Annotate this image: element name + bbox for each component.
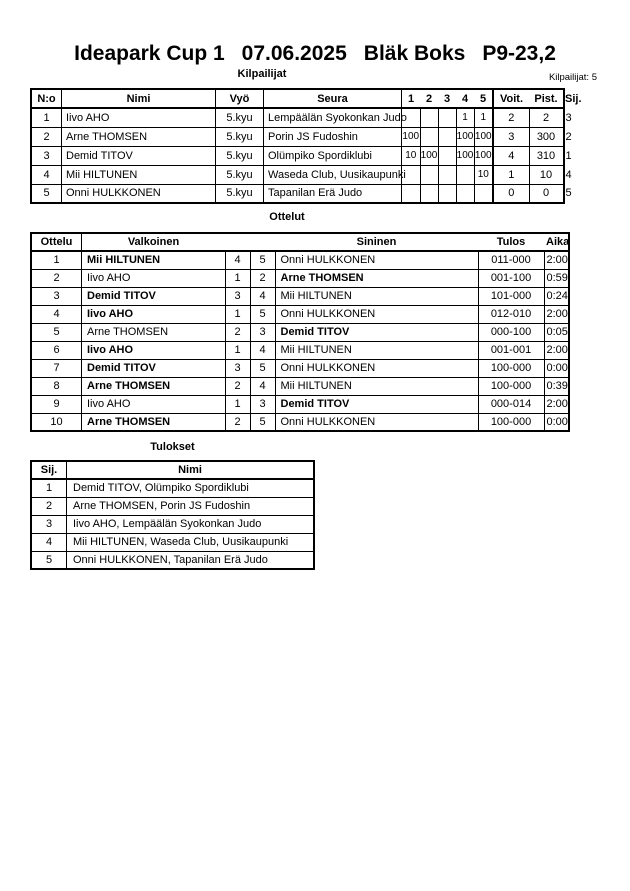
cell-white_no: 1 xyxy=(225,269,250,287)
cell-r2 xyxy=(420,165,438,184)
cell-blue: Onni HULKKONEN xyxy=(275,305,478,323)
cell-no: 9 xyxy=(31,395,82,413)
cell-name: Mii HILTUNEN, Waseda Club, Uusikaupunki xyxy=(67,533,315,551)
cell-result: 101-000 xyxy=(478,287,544,305)
column-header: Aika xyxy=(544,233,569,251)
cell-no: 4 xyxy=(31,165,62,184)
cell-no: 6 xyxy=(31,341,82,359)
cell-rank: 1 xyxy=(31,479,67,497)
cell-r4: 100 xyxy=(456,127,474,146)
column-header: Ottelu xyxy=(31,233,82,251)
cell-white_no: 3 xyxy=(225,287,250,305)
column-header xyxy=(250,233,275,251)
cell-no: 7 xyxy=(31,359,82,377)
cell-blue_no: 3 xyxy=(250,323,275,341)
column-header: 4 xyxy=(456,89,474,108)
cell-time: 2:00 xyxy=(544,251,569,269)
cell-blue_no: 3 xyxy=(250,395,275,413)
table-row xyxy=(31,395,569,413)
cell-result: 011-000 xyxy=(478,251,544,269)
cell-place: 1 xyxy=(563,146,564,165)
cell-r2 xyxy=(420,127,438,146)
cell-no: 5 xyxy=(31,184,62,203)
cell-wins: 2 xyxy=(493,108,529,127)
title-event-name: Ideapark Cup 1 xyxy=(74,42,225,65)
cell-blue: Demid TITOV xyxy=(275,323,478,341)
competitors-section-title: Kilpailijat xyxy=(237,68,287,80)
cell-time: 0:05 xyxy=(544,323,569,341)
cell-r5: 1 xyxy=(474,108,493,127)
cell-r3 xyxy=(438,146,456,165)
competitors-count: Kilpailijat: 5 xyxy=(548,72,597,83)
cell-time: 0:59 xyxy=(544,269,569,287)
cell-time: 2:00 xyxy=(544,305,569,323)
cell-white_no: 2 xyxy=(225,377,250,395)
title-venue: Bläk Boks xyxy=(363,42,466,65)
cell-r5 xyxy=(474,184,493,203)
cell-rank: 3 xyxy=(31,515,67,533)
cell-belt: 5.kyu xyxy=(216,108,264,127)
cell-no: 4 xyxy=(31,305,82,323)
table-row xyxy=(31,305,569,323)
cell-blue_no: 5 xyxy=(250,305,275,323)
cell-r1: 10 xyxy=(402,146,421,165)
cell-r3 xyxy=(438,184,456,203)
title-date: 07.06.2025 xyxy=(241,42,347,65)
cell-no: 3 xyxy=(31,146,62,165)
cell-name: Demid TITOV xyxy=(62,146,216,165)
cell-belt: 5.kyu xyxy=(216,146,264,165)
column-header: Vyö xyxy=(216,89,264,108)
cell-wins: 4 xyxy=(493,146,529,165)
cell-white: Demid TITOV xyxy=(82,359,226,377)
cell-r1 xyxy=(402,184,421,203)
table-row xyxy=(31,497,314,515)
cell-place: 3 xyxy=(563,108,564,127)
cell-white_no: 2 xyxy=(225,323,250,341)
column-header: N:o xyxy=(31,89,62,108)
cell-blue: Mii HILTUNEN xyxy=(275,341,478,359)
table-row xyxy=(31,127,564,146)
cell-rank: 5 xyxy=(31,551,67,569)
cell-points: 310 xyxy=(529,146,563,165)
page-title xyxy=(0,42,630,66)
column-header: 2 xyxy=(420,89,438,108)
table-row xyxy=(31,287,569,305)
cell-r5: 100 xyxy=(474,146,493,165)
cell-white: Iivo AHO xyxy=(82,341,226,359)
cell-white: Demid TITOV xyxy=(82,287,226,305)
cell-result: 100-000 xyxy=(478,377,544,395)
cell-r4: 1 xyxy=(456,108,474,127)
table-row xyxy=(31,377,569,395)
matches-table xyxy=(30,232,570,432)
cell-white_no: 2 xyxy=(225,413,250,431)
cell-blue_no: 4 xyxy=(250,341,275,359)
cell-white: Iivo AHO xyxy=(82,305,226,323)
cell-r3 xyxy=(438,108,456,127)
header-row xyxy=(31,461,314,479)
column-header: 5 xyxy=(474,89,493,108)
column-header: Seura xyxy=(264,89,402,108)
cell-belt: 5.kyu xyxy=(216,165,264,184)
cell-r2 xyxy=(420,108,438,127)
cell-blue_no: 5 xyxy=(250,413,275,431)
cell-wins: 3 xyxy=(493,127,529,146)
column-header: 1 xyxy=(402,89,421,108)
cell-no: 5 xyxy=(31,323,82,341)
cell-no: 2 xyxy=(31,127,62,146)
cell-time: 0:00 xyxy=(544,413,569,431)
cell-place: 4 xyxy=(563,165,564,184)
table-row xyxy=(31,146,564,165)
cell-blue_no: 4 xyxy=(250,287,275,305)
title-category: P9-23,2 xyxy=(482,42,556,65)
cell-white_no: 1 xyxy=(225,395,250,413)
cell-rank: 4 xyxy=(31,533,67,551)
cell-no: 2 xyxy=(31,269,82,287)
table-row xyxy=(31,251,569,269)
cell-name: Iivo AHO xyxy=(62,108,216,127)
table-row xyxy=(31,269,569,287)
cell-name: Onni HULKKONEN xyxy=(62,184,216,203)
header-row xyxy=(31,89,564,108)
cell-time: 0:24 xyxy=(544,287,569,305)
cell-blue_no: 2 xyxy=(250,269,275,287)
cell-club: Lempäälän Syokonkan Judo xyxy=(264,108,402,127)
cell-white: Iivo AHO xyxy=(82,269,226,287)
cell-belt: 5.kyu xyxy=(216,184,264,203)
table-row xyxy=(31,165,564,184)
matches-section-title: Ottelut xyxy=(269,211,305,223)
cell-result: 001-100 xyxy=(478,269,544,287)
cell-r2 xyxy=(420,184,438,203)
table-row xyxy=(31,515,314,533)
cell-r3 xyxy=(438,165,456,184)
cell-blue: Onni HULKKONEN xyxy=(275,413,478,431)
table-row xyxy=(31,108,564,127)
table-row xyxy=(31,184,564,203)
cell-name: Iivo AHO, Lempäälän Syokonkan Judo xyxy=(67,515,315,533)
cell-white_no: 1 xyxy=(225,305,250,323)
table-row xyxy=(31,479,314,497)
cell-r5: 10 xyxy=(474,165,493,184)
cell-result: 012-010 xyxy=(478,305,544,323)
column-header: Tulos xyxy=(478,233,544,251)
cell-points: 2 xyxy=(529,108,563,127)
cell-blue_no: 5 xyxy=(250,251,275,269)
cell-white: Arne THOMSEN xyxy=(82,323,226,341)
cell-result: 000-100 xyxy=(478,323,544,341)
table-row xyxy=(31,551,314,569)
cell-name: Onni HULKKONEN, Tapanilan Erä Judo xyxy=(67,551,315,569)
cell-wins: 0 xyxy=(493,184,529,203)
cell-no: 1 xyxy=(31,108,62,127)
table-row xyxy=(31,323,569,341)
cell-white_no: 4 xyxy=(225,251,250,269)
cell-points: 0 xyxy=(529,184,563,203)
column-header: Nimi xyxy=(67,461,315,479)
cell-time: 0:39 xyxy=(544,377,569,395)
table-row xyxy=(31,359,569,377)
table-row xyxy=(31,533,314,551)
column-header: Voit. xyxy=(493,89,529,108)
cell-place: 2 xyxy=(563,127,564,146)
cell-blue: Onni HULKKONEN xyxy=(275,251,478,269)
cell-r4 xyxy=(456,184,474,203)
cell-name: Mii HILTUNEN xyxy=(62,165,216,184)
cell-white_no: 3 xyxy=(225,359,250,377)
column-header: Sij. xyxy=(563,89,564,108)
cell-white_no: 1 xyxy=(225,341,250,359)
cell-result: 001-001 xyxy=(478,341,544,359)
cell-blue: Demid TITOV xyxy=(275,395,478,413)
cell-club: Waseda Club, Uusikaupunki xyxy=(264,165,402,184)
results-section-title: Tulokset xyxy=(150,441,195,453)
cell-no: 1 xyxy=(31,251,82,269)
cell-no: 3 xyxy=(31,287,82,305)
results-table xyxy=(30,460,315,570)
column-header: Valkoinen xyxy=(82,233,226,251)
column-header: Pist. xyxy=(529,89,563,108)
column-header: Sij. xyxy=(31,461,67,479)
cell-no: 10 xyxy=(31,413,82,431)
cell-white: Arne THOMSEN xyxy=(82,377,226,395)
cell-blue: Arne THOMSEN xyxy=(275,269,478,287)
cell-club: Olümpiko Spordiklubi xyxy=(264,146,402,165)
cell-time: 0:00 xyxy=(544,359,569,377)
table-row xyxy=(31,413,569,431)
cell-rank: 2 xyxy=(31,497,67,515)
cell-blue: Mii HILTUNEN xyxy=(275,377,478,395)
cell-r3 xyxy=(438,127,456,146)
cell-white: Iivo AHO xyxy=(82,395,226,413)
cell-points: 300 xyxy=(529,127,563,146)
cell-time: 2:00 xyxy=(544,395,569,413)
column-header: 3 xyxy=(438,89,456,108)
cell-r4: 100 xyxy=(456,146,474,165)
cell-white: Arne THOMSEN xyxy=(82,413,226,431)
cell-place: 5 xyxy=(563,184,564,203)
cell-blue_no: 5 xyxy=(250,359,275,377)
column-header xyxy=(225,233,250,251)
cell-blue_no: 4 xyxy=(250,377,275,395)
cell-blue: Onni HULKKONEN xyxy=(275,359,478,377)
column-header: Nimi xyxy=(62,89,216,108)
cell-result: 100-000 xyxy=(478,413,544,431)
cell-blue: Mii HILTUNEN xyxy=(275,287,478,305)
cell-club: Porin JS Fudoshin xyxy=(264,127,402,146)
cell-belt: 5.kyu xyxy=(216,127,264,146)
table-row xyxy=(31,341,569,359)
cell-result: 000-014 xyxy=(478,395,544,413)
cell-r4 xyxy=(456,165,474,184)
header-row xyxy=(31,233,569,251)
cell-name: Demid TITOV, Olümpiko Spordiklubi xyxy=(67,479,315,497)
cell-no: 8 xyxy=(31,377,82,395)
cell-r2: 100 xyxy=(420,146,438,165)
cell-name: Arne THOMSEN, Porin JS Fudoshin xyxy=(67,497,315,515)
column-header: Sininen xyxy=(275,233,478,251)
cell-time: 2:00 xyxy=(544,341,569,359)
cell-white: Mii HILTUNEN xyxy=(82,251,226,269)
cell-wins: 1 xyxy=(493,165,529,184)
cell-name: Arne THOMSEN xyxy=(62,127,216,146)
cell-r5: 100 xyxy=(474,127,493,146)
cell-club: Tapanilan Erä Judo xyxy=(264,184,402,203)
cell-points: 10 xyxy=(529,165,563,184)
competitors-table xyxy=(30,88,582,204)
cell-r1: 100 xyxy=(402,127,421,146)
cell-result: 100-000 xyxy=(478,359,544,377)
